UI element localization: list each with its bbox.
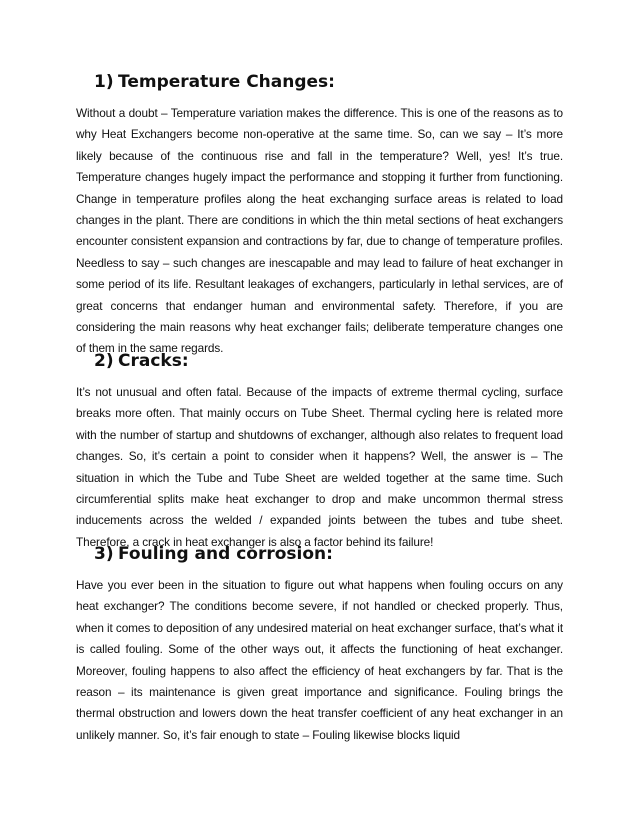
section-number: 3) [94, 544, 114, 564]
section-cracks [76, 350, 563, 553]
section-heading [76, 350, 563, 372]
section-title: Cracks: [118, 351, 189, 371]
section-temperature-changes [76, 71, 563, 360]
section-title: Temperature Changes: [118, 72, 335, 92]
section-heading [76, 71, 563, 93]
section-number: 1) [94, 72, 114, 92]
section-title: Fouling and corrosion: [118, 544, 333, 564]
section-number: 2) [94, 351, 114, 371]
section-paragraph: Without a doubt – Temperature variation makes the difference. This is one of the reasons as to why Heat Exchangers become non-operative at the same time. So, can we say – It’s more likely because of the continuous rise and fall in the temperature? Well, yes! It’s true. Temperature changes hugely impact the performance and stopping it further from functioning. Change in temperature profiles along the heat exchanging surface areas is related to load changes in the plant. There are conditions in which the thin metal sections of heat exchangers encounter consistent expansion and contractions by far, due to change of temperature profiles. Needless to say – such changes are inescapable and may lead to failure of heat exchanger in some period of its life. Resultant leakages of exchangers, particularly in lethal services, are of great concerns that endanger human and environmental safety. Therefore, if you are considering the main reasons why heat exchanger fails; deliberate temperature changes one of them in the same regards. [76, 106, 563, 356]
section-fouling-and-corrosion [76, 543, 563, 746]
section-paragraph: It’s not unusual and often fatal. Because of the impacts of extreme thermal cycling, surface breaks more often. That mainly occurs on Tube Sheet. Thermal cycling here is related more with the number of startup and shutdowns of exchanger, although also relates to frequent load changes. So, it’s certain a point to consider when it happens? Well, the answer is – The situation in which the Tube and Tube Sheet are welded together at the same time. Such circumferential splits make heat exchanger to drop and make uncommon thermal stress inducements across the welded / expanded joints between the tubes and tube sheet. Therefore, a crack in heat exchanger is also a factor behind its failure! [76, 385, 563, 549]
section-heading [76, 543, 563, 565]
section-paragraph: Have you ever been in the situation to figure out what happens when fouling occurs on any heat exchanger? The conditions become severe, if not handled or checked properly. Thus, when it comes to deposition of any undesired material on heat exchanger surface, that’s what it is called fouling. Some of the other ways out, it affects the functioning of heat exchanger. Moreover, fouling happens to also affect the efficiency of heat exchangers by far. That is the reason – its maintenance is given great importance and significance. Fouling brings the thermal obstruction and lowers down the heat transfer coefficient of any heat exchanger in an unlikely manner. So, it’s fair enough to state – Fouling likewise blocks liquid [76, 578, 563, 742]
